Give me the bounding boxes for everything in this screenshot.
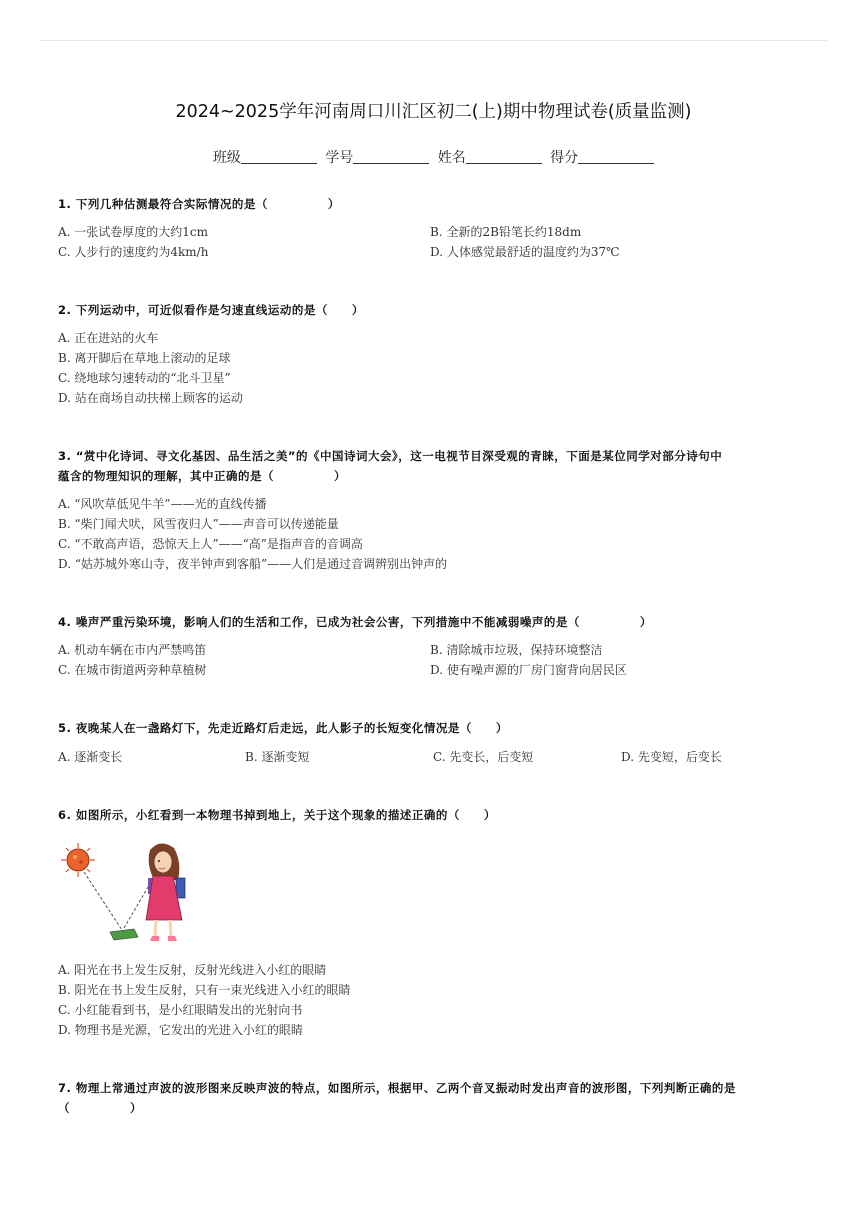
question-5-option-d: D. 先变短，后变长 <box>621 750 722 764</box>
sun-icon <box>61 843 95 877</box>
question-1-option-c: C. 人步行的速度约为4km/h <box>58 245 209 259</box>
question-1-stem: 1. 下列几种估测最符合实际情况的是（ ） <box>58 197 340 211</box>
student-id-blank <box>353 149 429 164</box>
book-icon <box>110 929 138 940</box>
question-4-option-c: C. 在城市街道两旁种草植树 <box>58 663 207 677</box>
question-3-option-b: B. “柴门闻犬吠，风雪夜归人”——声音可以传递能量 <box>58 517 339 531</box>
incident-ray <box>84 872 122 930</box>
question-2-stem: 2. 下列运动中，可近似看作是匀速直线运动的是（ ） <box>58 303 364 317</box>
question-6-option-c: C. 小红能看到书，是小红眼睛发出的光射向书 <box>58 1003 303 1017</box>
question-4-stem: 4. 噪声严重污染环境，影响人们的生活和工作，已成为社会公害，下列措施中不能减弱噪声的是（ ） <box>58 615 652 629</box>
question-6-stem: 6. 如图所示，小红看到一本物理书掉到地上，关于这个现象的描述正确的（ ） <box>58 808 496 822</box>
top-divider <box>40 40 827 41</box>
student-info-row <box>0 147 867 167</box>
question-7-stem-line2: （ ） <box>58 1101 142 1115</box>
question-3-stem-line2: 蕴含的物理知识的理解，其中正确的是（ ） <box>58 469 346 483</box>
question-1-option-b: B. 全新的2B铅笔长约18dm <box>430 225 582 239</box>
name-label: 姓名 <box>437 150 466 166</box>
question-1-option-a: A. 一张试卷厚度的大约1cm <box>58 225 209 239</box>
question-2-option-d: D. 站在商场自动扶梯上顾客的运动 <box>58 391 243 405</box>
question-2-option-a: A. 正在进站的火车 <box>58 331 159 345</box>
question-5-option-b: B. 逐渐变短 <box>245 750 310 764</box>
question-6-option-a: A. 阳光在书上发生反射，反射光线进入小红的眼睛 <box>58 963 327 977</box>
question-6-option-b: B. 阳光在书上发生反射，只有一束光线进入小红的眼睛 <box>58 983 351 997</box>
class-blank <box>241 149 317 164</box>
question-1-option-d: D. 人体感觉最舒适的温度约为37℃ <box>430 245 620 259</box>
score-label: 得分 <box>550 150 579 166</box>
question-2-option-c: C. 绕地球匀速转动的“北斗卫星” <box>58 371 231 385</box>
score-blank <box>578 149 654 164</box>
question-5-option-c: C. 先变长，后变短 <box>433 750 534 764</box>
girl-icon <box>146 843 185 941</box>
question-4-option-a: A. 机动车辆在市内严禁鸣笛 <box>58 643 207 657</box>
name-blank <box>466 149 542 164</box>
question-5-option-a: A. 逐渐变长 <box>58 750 123 764</box>
question-4-option-d: D. 使有噪声源的厂房门窗背向居民区 <box>430 663 627 677</box>
question-3-option-a: A. “风吹草低见牛羊”——光的直线传播 <box>58 497 267 511</box>
exam-title: 2024~2025学年河南周口川汇区初二(上)期中物理试卷(质量监测) <box>175 102 692 122</box>
question-5-stem: 5. 夜晚某人在一盏路灯下，先走近路灯后走远，此人影子的长短变化情况是（ ） <box>58 721 508 735</box>
question-6-figure <box>58 840 203 952</box>
question-4-option-b: B. 清除城市垃圾，保持环境整洁 <box>430 643 603 657</box>
class-label: 班级 <box>212 150 241 166</box>
question-7-stem-line1: 7. 物理上常通过声波的波形图来反映声波的特点，如图所示，根据甲、乙两个音叉振动时发出声音的波形图，下列判断正确的是 <box>58 1081 736 1095</box>
question-2-option-b: B. 离开脚后在草地上滚动的足球 <box>58 351 231 365</box>
student-id-label: 学号 <box>325 150 354 166</box>
question-3-option-d: D. “姑苏城外寒山寺，夜半钟声到客船”——人们是通过音调辨别出钟声的 <box>58 557 448 571</box>
question-3-stem-line1: 3. “赏中化诗词、寻文化基因、品生活之美”的《中国诗词大会》，这一电视节目深受观的青睐，下面是某位同学对部分诗句中 <box>58 449 723 463</box>
question-3-option-c: C. “不敢高声语，恐惊天上人”——“高”是指声音的音调高 <box>58 537 363 551</box>
question-6-option-d: D. 物理书是光源，它发出的光进入小红的眼睛 <box>58 1023 303 1037</box>
